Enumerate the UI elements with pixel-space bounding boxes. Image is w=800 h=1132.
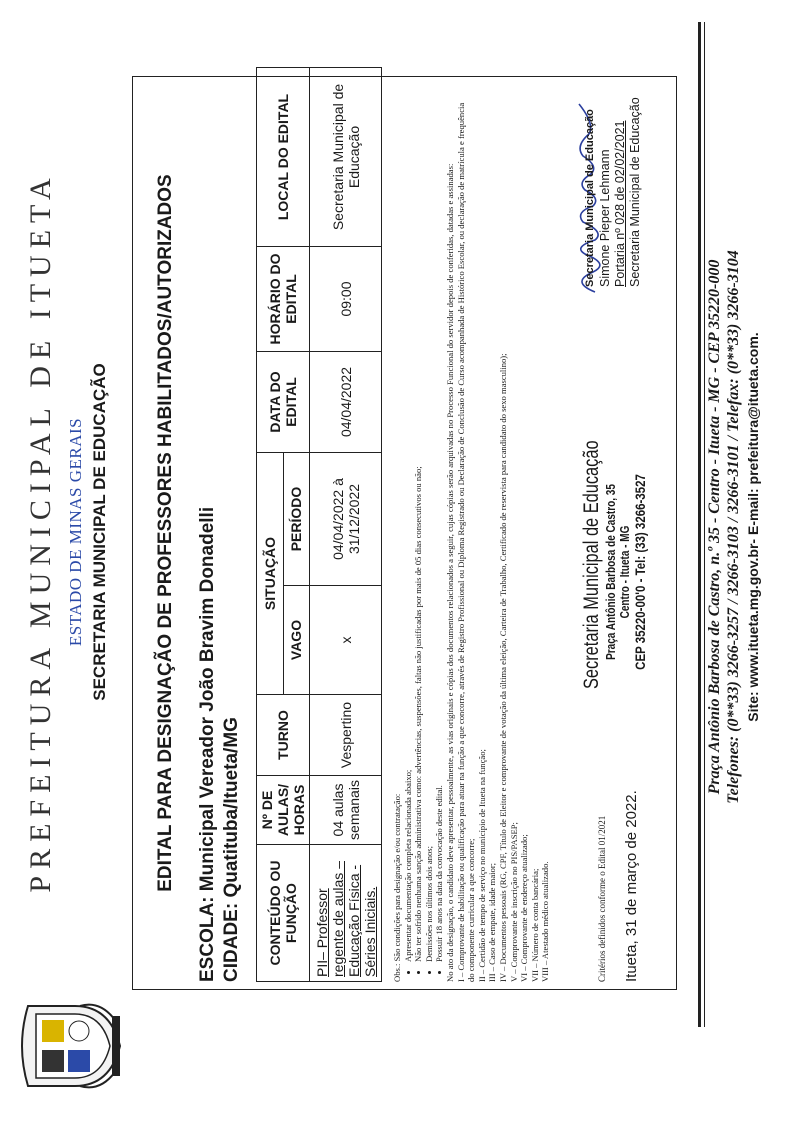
footer-divider-thin (704, 22, 705, 1027)
header-turno: TURNO (257, 695, 310, 776)
prefeitura-title: PREFEITURA MUNICIPAL DE ITUETA (24, 171, 57, 893)
notes-item: VI – Comprovante de endereço atualizado; (519, 834, 530, 982)
footer-site: Site: www.itueta.mg.gov.br- E-mail: prefeitura@itueta.com. (745, 332, 761, 722)
cell-periodo: 04/04/2022 à 31/12/2022 (310, 453, 382, 586)
header-vago: VAGO (283, 586, 310, 695)
vacancy-table (256, 67, 382, 982)
cell-local: Secretaria Municipal de Educação (310, 68, 382, 247)
criteria-note: Critérios definidos conforme o Edital 01/2021 (597, 815, 607, 982)
footer-divider (698, 22, 701, 1027)
header-conteudo: CONTEÚDO OU FUNÇÃO (257, 845, 310, 982)
header-horario: HORÁRIO DO EDITAL (257, 247, 310, 352)
notes-item: VII – Número de conta bancária; (529, 868, 540, 982)
state-name: ESTADO DE MINAS GERAIS (66, 417, 85, 647)
notes-item: VIII – Atestado médico atualizado. (540, 861, 551, 982)
signature-line-1: Secretaria Municipal de Educação (584, 109, 596, 287)
stamp-line-2: Praça Antônio Barbosa de Castro, 35 (604, 484, 618, 660)
header-local: LOCAL DO EDITAL (257, 68, 310, 247)
notes-obs: Obs.: São condições para designação e/ou contratação: (392, 793, 402, 982)
notes-bullet-list (403, 102, 445, 982)
footer-address: Praça Antônio Barbosa de Castro, n.º 35 - Centro - Itueta - MG - CEP 35220-000 (706, 259, 723, 795)
notes-item: IV – Documentos pessoais (RG, CPF, Título de Eleitor e comprovante de votação da última eleição, Carteira de Trabalho, Certificado de reservista para candidato do sexo masculino); (497, 353, 508, 982)
stamp-line-3: Centro - Itueta - MG (618, 525, 632, 619)
notes-bullet: • Demissões nos últimos dois anos; (424, 102, 435, 962)
notes-bullet: • Não ter sofrido nenhuma sanção administrativa como: advertências, suspensões, faltas não justificadas por mais de 05 dias consecutivos ou não; (413, 102, 424, 962)
table-header-row (257, 68, 284, 982)
header-aulas: Nº DE AULAS/ HORAS (257, 776, 310, 845)
signature-name: Simone Pieper Lehmann (598, 149, 612, 287)
school-name: ESCOLA: Municipal Vereador João Bravim Donadelli (197, 506, 218, 982)
cell-turno: Vespertino (310, 695, 382, 776)
municipal-crest-icon (20, 1000, 125, 1092)
notes-item: V – Comprovante de inscrição no PIS/PASEP; (508, 822, 519, 982)
signature-role: Secretaria Municipal de Educação (628, 97, 642, 287)
cell-vago: x (310, 586, 382, 695)
table-row (310, 68, 382, 982)
stamp-line-1: Secretaria Municipal de Educação (580, 440, 603, 689)
dateline: Itueta, 31 de março de 2022. (623, 790, 640, 982)
header-periodo: PERÍODO (283, 453, 310, 586)
conditions-notes (392, 102, 551, 982)
cell-conteudo: PII– Professor regente de aulas – Educação Física - Séries Iniciais. (310, 845, 382, 982)
department-name: SECRETARIA MUNICIPAL DE EDUCAÇÃO (90, 363, 109, 701)
secretaria-stamp (580, 422, 648, 722)
header-situacao: SITUAÇÃO (257, 453, 284, 695)
cell-aulas: 04 aulas semanais (310, 776, 382, 845)
notes-item: III – Caso de empate, idade maior; (487, 862, 498, 982)
notes-item: II – Certidão de tempo de serviço no município de Itueta na função; (476, 749, 487, 982)
signature-block (583, 87, 643, 287)
signature-portaria: Portaria nº 028 de 02/02/2021 (613, 120, 627, 287)
notes-bullet: • Apresentar documentação completa relacionada abaixo; (403, 102, 414, 962)
notes-item: I – Comprovante de habilitação ou qualificação para atuar na função a que concorre, através de Registro Profissional ou Diploma Registrado ou Declaração de Conclusão de Curso acompanhada de Histórico Escolar, ou declaração de matrícula e frequência do componente curricular a que concorre; (455, 102, 477, 982)
notes-bullet: • Possuir 18 anos na data da convocação deste edital. (434, 102, 445, 962)
document-title: EDITAL PARA DESIGNAÇÃO DE PROFESSORES HABILITADOS/AUTORIZADOS (155, 174, 176, 892)
cell-horario: 09:00 (310, 247, 382, 352)
cell-data: 04/04/2022 (310, 352, 382, 453)
stamp-line-4: CEP 35220-00'0 - Tel: (33) 3266-3527 (632, 474, 648, 670)
footer-phones: Telefones: (0**33) 3266-3257 / 3266-3103 / 3266-3101 / Telefax: (0**33) 3266-3104 (725, 250, 742, 804)
notes-paragraph: No ato da designação, o candidato deve apresentar, pessoalmente, as vias originais e cópias dos documentos relacionados a seguir, cujas cópias serão arquivadas no Processo Funcional do servidor depois de conferidas, datadas e assinadas: (444, 163, 455, 982)
header-data: DATA DO EDITAL (257, 352, 310, 453)
city-name: CIDADE: Quatituba/Itueta/MG (221, 717, 242, 982)
